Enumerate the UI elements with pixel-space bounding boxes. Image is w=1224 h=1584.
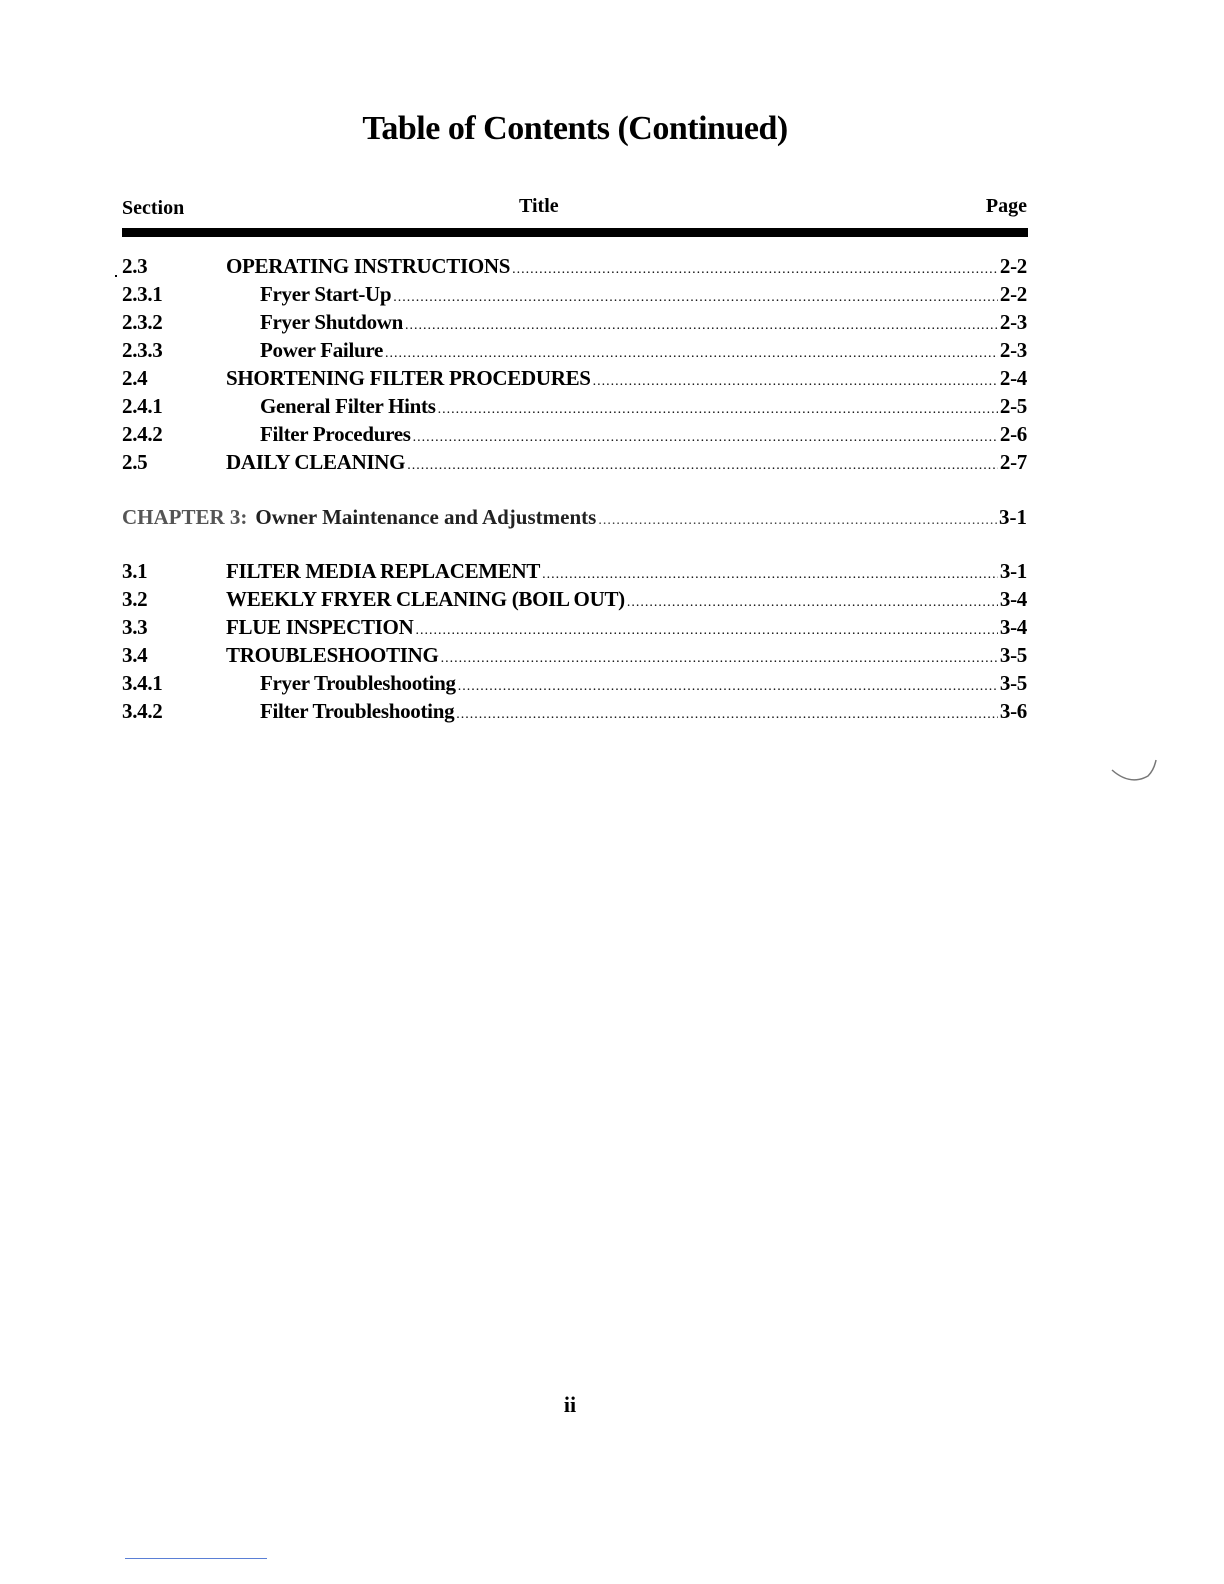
toc-entry-number: 3.4 [122, 643, 148, 667]
toc-entry-number: 2.3.3 [122, 338, 163, 362]
toc-entry[interactable] [122, 641, 1027, 669]
toc-entry-title: Fryer Shutdown [260, 310, 404, 334]
toc-entry-title: General Filter Hints [260, 394, 436, 418]
toc-entry-title: FLUE INSPECTION [226, 615, 414, 639]
toc-entry-page: 3-5 [999, 671, 1027, 695]
toc-entry[interactable] [122, 697, 1027, 725]
page-column-header: Page [985, 195, 1027, 217]
toc-entry-page: 3-4 [999, 587, 1027, 611]
page-number: ii [563, 1392, 577, 1417]
toc-entry-page: 2-7 [999, 450, 1027, 474]
toc-entry-number: 2.5 [122, 450, 148, 474]
margin-pencil-mark [1108, 758, 1160, 788]
toc-entry[interactable] [122, 280, 1027, 308]
toc-entry-page: 3-6 [999, 699, 1027, 723]
toc-list-chapter-3 [122, 557, 1027, 725]
toc-entry[interactable] [122, 448, 1027, 476]
toc-entry-number: 2.3.1 [122, 282, 163, 306]
toc-entry-page: 2-4 [999, 366, 1027, 390]
toc-entry-title: FILTER MEDIA REPLACEMENT [226, 559, 541, 583]
toc-entry-title: Fryer Start-Up [260, 282, 392, 306]
toc-entry-title: Filter Troubleshooting [260, 699, 455, 723]
toc-entry-number: 2.4 [122, 366, 148, 390]
toc-entry-page: 3-4 [999, 615, 1027, 639]
toc-entry-page: 2-5 [999, 394, 1027, 418]
toc-entry-title: Filter Procedures [260, 422, 411, 446]
toc-entry-title: Fryer Troubleshooting [260, 671, 456, 695]
toc-entry[interactable] [122, 252, 1027, 280]
toc-entry[interactable] [122, 585, 1027, 613]
toc-list-chapter-2 [122, 252, 1027, 476]
toc-entry-page: 2-2 [999, 282, 1027, 306]
toc-entry[interactable] [122, 364, 1027, 392]
stray-dot [115, 275, 117, 277]
toc-entry-number: 3.4.1 [122, 671, 163, 695]
chapter-page: 3-1 [999, 505, 1027, 529]
dot-leader [598, 506, 997, 536]
toc-entry-page: 3-1 [999, 559, 1027, 583]
section-column-header: Section [122, 197, 185, 219]
toc-entry-number: 2.4.1 [122, 394, 163, 418]
title-column-header: Title [519, 195, 559, 217]
dot-leader [456, 701, 998, 729]
toc-entry[interactable] [122, 420, 1027, 448]
toc-entry-page: 2-2 [999, 254, 1027, 278]
footer-rule [125, 1558, 267, 1559]
page-title: Table of Contents (Continued) [362, 110, 788, 147]
toc-entry[interactable] [122, 336, 1027, 364]
toc-entry-title: OPERATING INSTRUCTIONS [226, 254, 511, 278]
chapter-title: Owner Maintenance and Adjustments [255, 505, 597, 529]
chapter-label: CHAPTER 3: [122, 505, 248, 529]
dot-leader [407, 452, 998, 480]
toc-entry[interactable] [122, 308, 1027, 336]
toc-entry-number: 2.4.2 [122, 422, 163, 446]
toc-entry-number: 3.3 [122, 615, 148, 639]
toc-entry[interactable] [122, 669, 1027, 697]
toc-entry-page: 2-3 [999, 338, 1027, 362]
toc-entry-number: 3.1 [122, 559, 148, 583]
toc-entry-page: 3-5 [999, 643, 1027, 667]
toc-entry[interactable] [122, 392, 1027, 420]
chapter-3-heading[interactable] [122, 502, 1027, 532]
toc-entry-title: SHORTENING FILTER PROCEDURES [226, 366, 591, 390]
toc-entry-title: WEEKLY FRYER CLEANING (BOIL OUT) [226, 587, 625, 611]
toc-entry-number: 2.3 [122, 254, 148, 278]
toc-entry-title: Power Failure [260, 338, 384, 362]
toc-entry-number: 3.4.2 [122, 699, 163, 723]
toc-entry-number: 3.2 [122, 587, 148, 611]
toc-entry[interactable] [122, 613, 1027, 641]
header-rule [122, 228, 1028, 237]
toc-entry[interactable] [122, 557, 1027, 585]
toc-entry-title: TROUBLESHOOTING [226, 643, 439, 667]
toc-entry-number: 2.3.2 [122, 310, 163, 334]
column-header-row [122, 195, 1027, 225]
toc-entry-page: 2-6 [999, 422, 1027, 446]
toc-entry-title: DAILY CLEANING [226, 450, 406, 474]
toc-entry-page: 2-3 [999, 310, 1027, 334]
